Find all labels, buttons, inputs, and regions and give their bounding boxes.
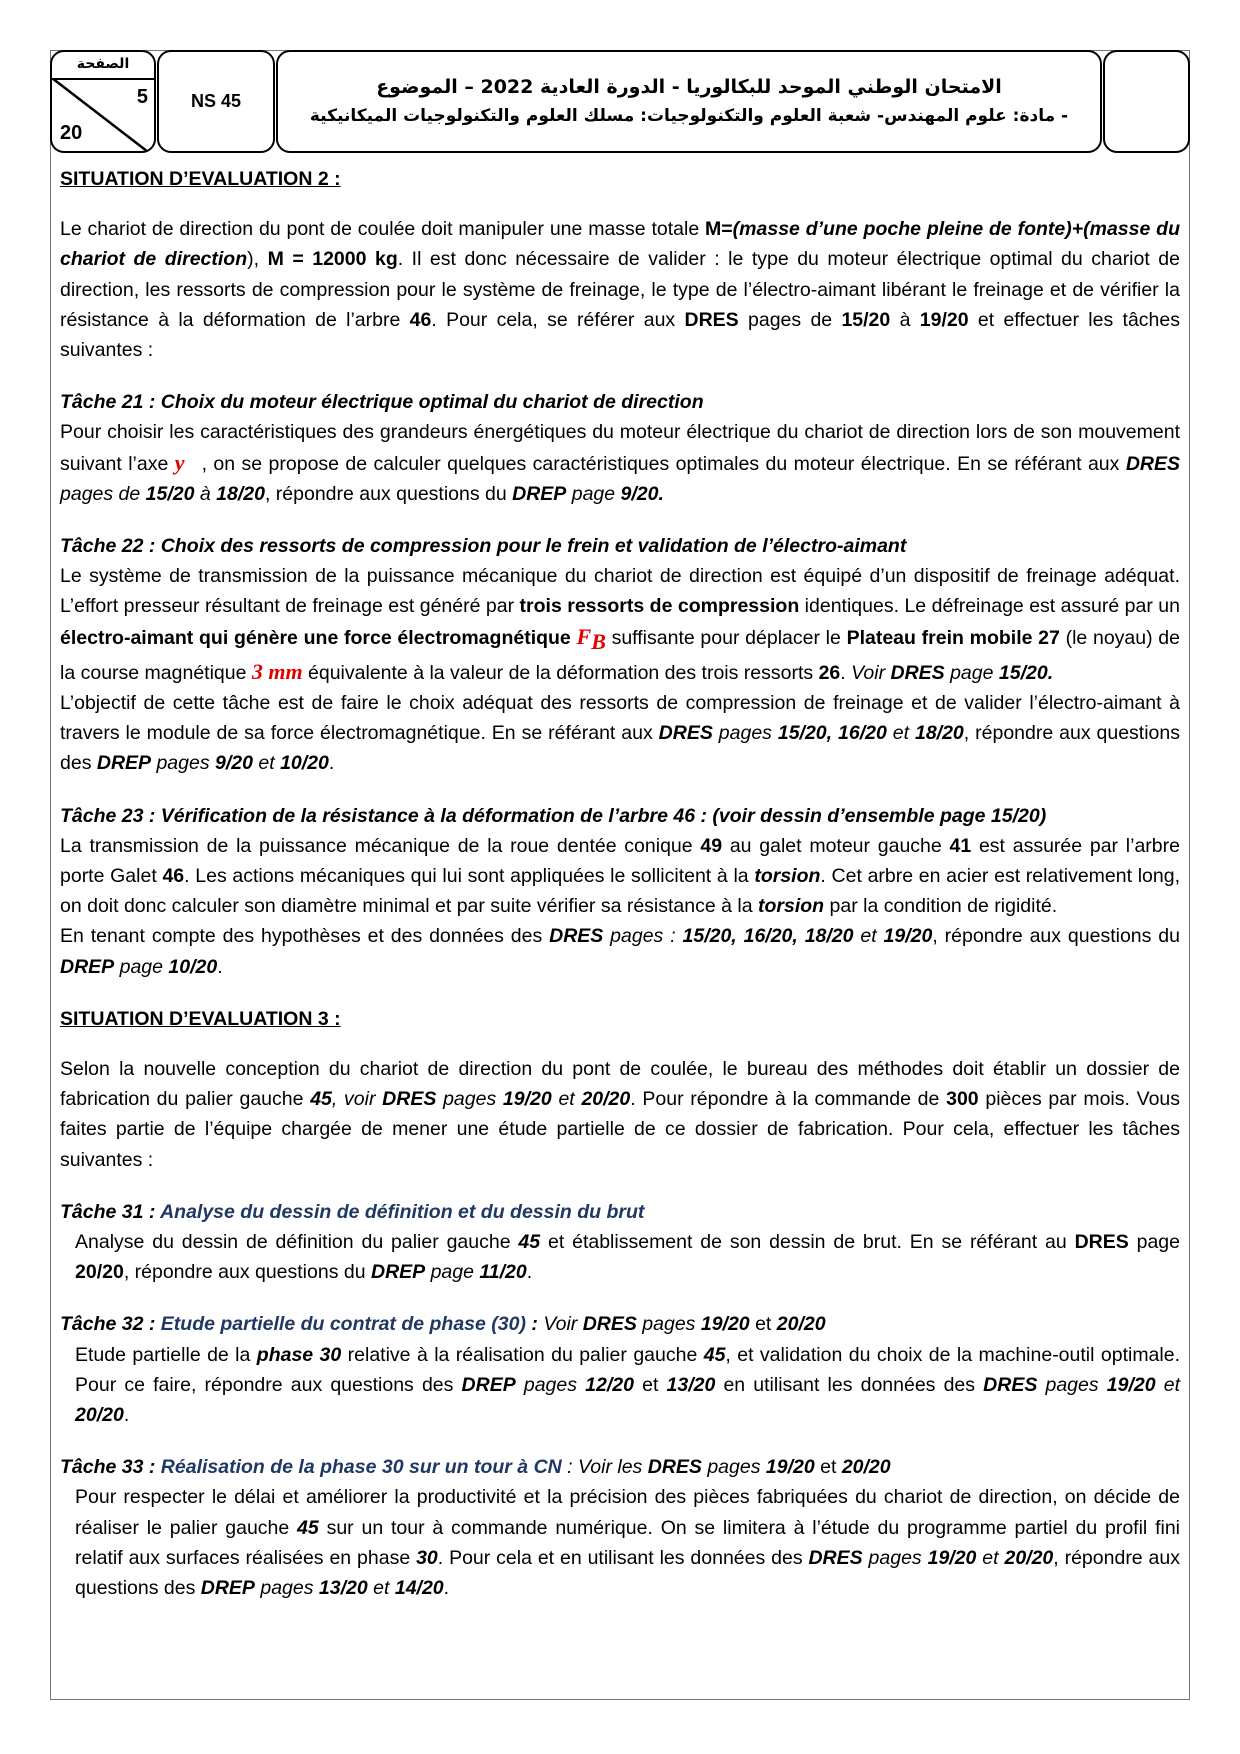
- text-run: : Voir les: [561, 1456, 648, 1479]
- text-run: et effectuer les tâches suivantes :: [60, 308, 1180, 362]
- text-run: 12/20: [585, 1373, 634, 1396]
- page-total: 20: [60, 122, 83, 144]
- text-run: pages: [436, 1088, 503, 1111]
- text-run: et: [976, 1546, 1005, 1569]
- text-run: .: [526, 1261, 533, 1284]
- text-run: au galet moteur gauche: [722, 834, 950, 857]
- text-run: Pour respecter le délai et améliorer la productivité et la précision des pièces fabriquées du chariot de direction, on décide de réaliser le palier gauche: [75, 1486, 1180, 1539]
- text-run: 18/20: [914, 722, 964, 745]
- paragraph: [60, 417, 1180, 509]
- text-run: 20/20: [75, 1404, 124, 1426]
- text-run: .: [217, 955, 223, 978]
- text-run: 19/20: [883, 925, 933, 948]
- text-run: à: [194, 482, 217, 505]
- text-run: 20/20: [581, 1088, 631, 1111]
- text-run: 14/20: [394, 1577, 444, 1600]
- text-run: 9/20: [215, 752, 253, 775]
- text-run: Voir: [851, 661, 891, 684]
- text-run: pages de: [60, 482, 146, 505]
- text-run: ),: [247, 248, 268, 271]
- text-run: DRES: [549, 925, 604, 948]
- text-run: , et validation du choix de la machine-outil optimale. Pour ce faire, répondre aux questions des: [75, 1343, 1180, 1396]
- text-run: pages: [701, 1456, 766, 1479]
- text-run: relative à la réalisation du palier gauche: [341, 1343, 704, 1366]
- text-run: pages: [515, 1373, 586, 1396]
- text-run: DREP: [512, 482, 567, 505]
- text-run: en utilisant les données des: [715, 1373, 984, 1396]
- text-run: 13/20: [666, 1373, 716, 1396]
- text-run: DRES: [808, 1546, 863, 1569]
- paragraph: [60, 1197, 1180, 1227]
- text-run: 19/20: [502, 1088, 552, 1111]
- text-run: et établissement de son dessin de brut. En se référant au: [540, 1230, 1075, 1253]
- text-run: . Il est donc nécessaire de valider : le type du moteur électrique optimal du chariot de direction, les ressorts de compression pour le système de freinage, le type de l’électro-aimant libérant le freinage et de vérifier la résistance à la déformation de l’arbre: [60, 248, 1180, 331]
- text-run: . Pour cela et en utilisant les données des: [437, 1546, 809, 1569]
- text-run: 46: [409, 308, 432, 331]
- text-run: page: [425, 1261, 480, 1284]
- text-run: 300: [946, 1088, 979, 1111]
- paragraph: [60, 1309, 1180, 1339]
- text-run: , voir: [331, 1088, 383, 1111]
- text-run: 20/20: [841, 1456, 891, 1479]
- text-run: pages: [636, 1313, 701, 1336]
- text-run: identiques. Le défreinage est assuré par un: [799, 595, 1180, 618]
- text-run: pièces par mois. Vous faites partie de l’équipe chargée de mener une étude partielle de ce dossier de fabrication. Pour cela, effectuer les tâches suivantes :: [60, 1088, 1181, 1171]
- text-run: Tâche 23 : Vérification de la résistance à la déformation de l’arbre 46 : (voir dessin d’ensemble page 15/20): [60, 804, 1047, 827]
- empty-box: [1103, 50, 1190, 153]
- text-run: 19/20: [765, 1456, 815, 1479]
- text-run: DRES: [582, 1313, 637, 1336]
- text-run: , répondre aux questions du: [123, 1261, 371, 1284]
- page-current: 5: [136, 86, 148, 108]
- text-run: .: [123, 1404, 130, 1426]
- text-run: électro-aimant qui génère une force électromagnétique: [60, 626, 577, 649]
- text-run: Pour choisir les caractéristiques des grandeurs énergétiques du moteur électrique du chariot de direction lors de son mouvement suivant l’axe: [60, 421, 1180, 475]
- paragraph: [60, 1340, 1180, 1431]
- text-run: Le système de transmission de la puissance mécanique du chariot de direction est équipé d’un dispositif de freinage adéquat. L’effort presseur résultant de freinage est généré par: [60, 565, 1180, 618]
- text-run: (masse d’une poche pleine de fonte)+(masse du chariot de direction: [60, 218, 1180, 271]
- text-run: Voir: [543, 1313, 583, 1336]
- text-run: 13/20: [318, 1577, 368, 1600]
- text-run: par la condition de rigidité.: [824, 895, 1058, 918]
- exam-title-box: [276, 50, 1102, 153]
- text-run: pages: [1037, 1373, 1107, 1396]
- exam-code: NS 45: [190, 91, 242, 111]
- text-run: 15/20: [145, 482, 195, 505]
- text-run: trois ressorts de compression: [519, 595, 800, 618]
- text-run: sur un tour à commande numérique. On se limitera à l’étude du programme partiel du profil fini relatif aux surfaces réalisées en phase: [75, 1516, 1180, 1569]
- text-run: DREP: [370, 1261, 426, 1284]
- text-run: L’objectif de cette tâche est de faire le choix adéquat des ressorts de compression de freinage et de valider l’électro-aimant à travers le module de sa force électromagnétique. En se référant aux: [60, 691, 1180, 745]
- text-run: suffisante pour déplacer le: [605, 626, 847, 649]
- section-heading: [60, 1004, 1180, 1034]
- text-run: . Pour répondre à la commande de: [630, 1088, 947, 1111]
- text-run: et: [551, 1088, 582, 1111]
- text-run: DRES: [382, 1088, 437, 1111]
- text-run: 45: [703, 1343, 726, 1366]
- text-run: . Les actions mécaniques qui lui sont appliquées le sollicitent à la: [184, 864, 755, 887]
- text-run: Tâche 31 :: [60, 1200, 161, 1223]
- page-label: الصفحة: [52, 52, 154, 80]
- text-run: M = 12000 kg: [267, 248, 398, 271]
- text-run: , répondre aux questions du: [932, 925, 1180, 948]
- text-run: et: [853, 925, 884, 948]
- text-run: 45: [518, 1230, 541, 1253]
- text-run: pages: [151, 752, 216, 775]
- text-run: 15/20.: [998, 661, 1054, 684]
- text-run: Tâche 22 : Choix des ressorts de compression pour le frein et validation de l’électro-aimant: [60, 535, 907, 558]
- text-run: 15/20, 16/20, 18/20: [682, 925, 854, 948]
- paragraph: [60, 531, 1180, 561]
- text-run: torsion: [758, 895, 825, 918]
- text-run: page: [566, 482, 621, 505]
- text-run: phase 30: [256, 1343, 342, 1366]
- text-run: DRES: [890, 661, 945, 684]
- text-run: 20/20: [75, 1261, 124, 1284]
- text-run: pages de: [738, 308, 842, 331]
- page-number-box: [50, 50, 156, 153]
- text-run: DRES: [1125, 452, 1180, 475]
- text-run: DRES: [684, 308, 739, 331]
- text-run: . Pour cela, se référer aux: [431, 308, 685, 331]
- text-run: DRES: [647, 1456, 702, 1479]
- section-heading: [60, 164, 1180, 194]
- text-run: 19/20: [927, 1546, 977, 1569]
- text-run: F: [576, 623, 592, 649]
- paragraph: [60, 1054, 1180, 1175]
- text-run: .: [328, 752, 335, 775]
- text-run: et: [886, 722, 915, 745]
- text-run: 9/20.: [620, 482, 664, 505]
- text-run: 49: [700, 834, 723, 857]
- exam-subject: - مادة: علوم المهندس- شعبة العلوم والتكنولوجيات: مسلك العلوم والتكنولوجيات الميكانيكية: [309, 106, 1069, 126]
- text-run: 15/20, 16/20: [777, 722, 887, 745]
- text-run: et: [1155, 1373, 1180, 1396]
- text-run: , répondre aux questions du: [264, 482, 513, 505]
- text-run: et: [633, 1373, 667, 1396]
- text-run: Analyse du dessin de définition et du dessin du brut: [160, 1200, 645, 1223]
- text-run: 10/20: [280, 752, 329, 775]
- text-run: 30: [416, 1546, 438, 1569]
- text-run: , on se propose de calculer quelques caractéristiques optimales du moteur électrique. En se référant aux: [201, 452, 1126, 475]
- paragraph: [60, 387, 1180, 417]
- text-run: page: [1128, 1230, 1180, 1253]
- text-run: 20/20: [776, 1313, 826, 1336]
- text-run: page: [114, 955, 169, 978]
- text-run: et: [252, 752, 281, 775]
- text-run: 3 mm: [251, 658, 303, 684]
- paragraph: [60, 801, 1180, 831]
- text-run: et: [814, 1456, 842, 1479]
- text-run: DREP: [200, 1577, 255, 1600]
- text-run: DRES: [658, 722, 713, 745]
- text-run: M=: [705, 218, 733, 241]
- text-run: SITUATION D’EVALUATION 3 :: [60, 1007, 341, 1030]
- text-run: et: [367, 1577, 395, 1600]
- text-run: , répondre aux questions des: [75, 1546, 1180, 1600]
- text-run: pages: [712, 722, 778, 745]
- text-run: DREP: [461, 1373, 516, 1396]
- text-run: Tâche 33 :: [60, 1456, 161, 1479]
- text-run: 26: [818, 661, 841, 684]
- paragraph: [60, 1452, 1180, 1482]
- text-run: Tâche 21 : Choix du moteur électrique optimal du chariot de direction: [60, 391, 704, 414]
- text-run: (le noyau) de la course magnétique: [60, 626, 1181, 684]
- text-run: 41: [949, 834, 972, 857]
- paragraph: [60, 1227, 1180, 1287]
- text-run: DREP: [96, 752, 152, 775]
- text-run: Analyse du dessin de définition du palier gauche: [75, 1230, 519, 1253]
- exam-title: الامتحان الوطني الموحد للبكالوريا - الدورة العادية 2022 – الموضوع: [376, 76, 1002, 98]
- text-run: page: [944, 661, 999, 684]
- paragraph: [60, 561, 1180, 688]
- text-run: SITUATION D’EVALUATION 2 :: [60, 168, 341, 190]
- text-run: 45: [297, 1516, 319, 1539]
- text-run: 20/20: [1004, 1546, 1054, 1569]
- text-run: 46: [162, 864, 185, 887]
- text-run: .: [443, 1577, 450, 1600]
- text-run: DRES: [983, 1373, 1038, 1396]
- text-run: 19/20: [919, 308, 969, 331]
- text-run: . Cet arbre en acier est relativement long, on doit donc calculer son diamètre minimal et par suite vérifier sa résistance à la: [60, 864, 1180, 918]
- text-run: équivalente à la valeur de la déformation des trois ressorts: [302, 661, 819, 684]
- text-run: La transmission de la puissance mécanique de la roue dentée conique: [60, 834, 701, 857]
- text-run: 19/20: [1106, 1373, 1156, 1396]
- text-run: 11/20: [479, 1261, 527, 1284]
- text-run: DREP: [60, 955, 115, 978]
- text-run: est assurée par l’arbre porte Galet: [60, 834, 1180, 887]
- text-run: :: [525, 1313, 544, 1336]
- text-run: Le chariot de direction du pont de coulée doit manipuler une masse totale: [60, 218, 706, 241]
- paragraph: [60, 831, 1180, 922]
- text-run: , répondre aux questions des: [60, 722, 1180, 775]
- document-body: [60, 164, 1180, 1603]
- text-run: En tenant compte des hypothèses et des données des: [60, 925, 550, 948]
- text-run: 15/20: [841, 308, 891, 331]
- text-run: pages: [862, 1546, 928, 1569]
- text-run: Selon la nouvelle conception du chariot de direction du pont de coulée, le bureau des méthodes doit établir un dossier de fabrication du palier gauche: [60, 1057, 1180, 1111]
- text-run: 10/20: [168, 955, 218, 978]
- text-run: B: [591, 628, 606, 654]
- text-run: y⃗: [174, 449, 202, 475]
- exam-code-box: [157, 50, 275, 153]
- text-run: torsion: [754, 864, 821, 887]
- text-run: 19/20: [700, 1313, 750, 1336]
- text-run: Plateau frein mobile 27: [846, 626, 1060, 649]
- text-run: pages :: [603, 925, 683, 948]
- text-run: 18/20: [216, 482, 265, 505]
- text-run: Etude partielle de la: [75, 1343, 257, 1366]
- text-run: à: [890, 308, 920, 331]
- text-run: 45: [310, 1088, 332, 1111]
- paragraph: [60, 214, 1180, 365]
- text-run: Tâche 32 :: [60, 1313, 161, 1336]
- text-run: Etude partielle du contrat de phase (30): [160, 1313, 526, 1336]
- text-run: .: [840, 661, 852, 684]
- paragraph: [60, 921, 1180, 981]
- paragraph: [60, 688, 1180, 779]
- text-run: et: [749, 1313, 777, 1336]
- text-run: DRES: [1074, 1230, 1129, 1253]
- paragraph: [60, 1482, 1180, 1603]
- text-run: Réalisation de la phase 30 sur un tour à CN: [160, 1456, 562, 1479]
- text-run: pages: [254, 1577, 319, 1600]
